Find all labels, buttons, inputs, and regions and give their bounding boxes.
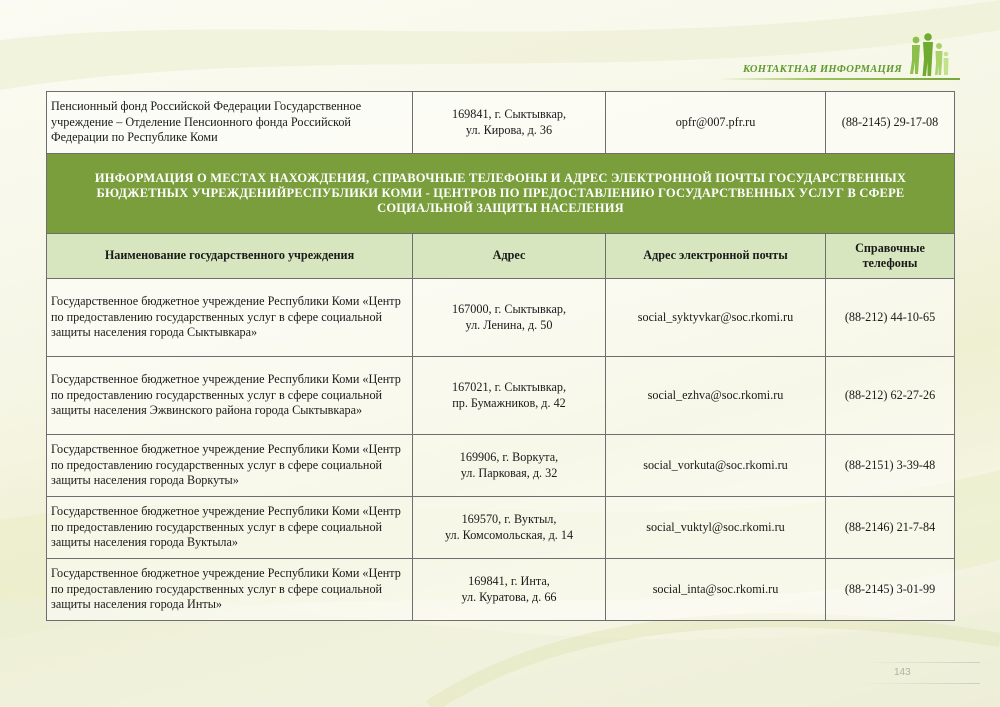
address-line: ул. Кирова, д. 36 [465,122,553,137]
page-header-title: КОНТАКТНАЯ ИНФОРМАЦИЯ [742,64,902,75]
phone-cell: (88-2151) 3-39-48 [826,435,955,497]
address-line: 167000, г. Сыктывкар, [451,302,566,316]
address-line: пр. Бумажников, д. 42 [452,395,566,410]
email-cell: social_vuktyl@soc.rkomi.ru [606,497,826,559]
contacts-table [46,91,955,621]
section-header-row [47,154,955,234]
page-number: 143 [894,667,911,678]
institution-name: Государственное бюджетное учреждение Республики Коми «Центр по предоставлению государственных услуг в сфере социальной защиты населения города Воркуты» [47,435,413,497]
column-header-phone: Справочные телефоны [826,234,955,279]
table-row [47,559,955,621]
address-line: ул. Ленина, д. 50 [465,317,553,332]
table-row [47,357,955,435]
table-row [47,435,955,497]
section-title: ИНФОРМАЦИЯ О МЕСТАХ НАХОЖДЕНИЯ, СПРАВОЧНЫЕ ТЕЛЕФОНЫ И АДРЕС ЭЛЕКТРОННОЙ ПОЧТЫ ГОСУДАРСТВЕННЫХ БЮДЖЕТНЫХ УЧРЕЖДЕНИЙРЕСПУБЛИКИ КОМИ - ЦЕНТРОВ ПО ПРЕДОСТАВЛЕНИЮ ГОСУДАРСТВЕННЫХ УСЛУГ В СФЕРЕ СОЦИАЛЬНОЙ ЗАЩИТЫ НАСЕЛЕНИЯ [47,154,955,234]
email-cell: social_ezhva@soc.rkomi.ru [606,357,826,435]
column-header-name: Наименование государственного учреждения [47,234,413,279]
address-line: 169570, г. Вуктыл, [461,512,557,526]
address-line: 169841, г. Сыктывкар, [451,107,566,121]
table-row [47,497,955,559]
email-cell: social_inta@soc.rkomi.ru [606,559,826,621]
address-cell [413,357,606,435]
address-line: ул. Парковая, д. 32 [460,465,558,480]
phone-cell: (88-212) 44-10-65 [826,279,955,357]
address-line: 169906, г. Воркута, [459,450,559,464]
institution-name: Пенсионный фонд Российской Федерации Государственное учреждение – Отделение Пенсионного фонда Российской Федерации по Республике Коми [47,92,413,154]
address-cell [413,92,606,154]
email-cell: social_syktyvkar@soc.rkomi.ru [606,279,826,357]
address-cell [413,559,606,621]
column-header-address: Адрес [413,234,606,279]
header-rule [720,78,960,80]
address-line: ул. Комсомольская, д. 14 [444,527,574,542]
table-row [47,279,955,357]
institution-name: Государственное бюджетное учреждение Республики Коми «Центр по предоставлению государственных услуг в сфере социальной защиты населения города Вуктыла» [47,497,413,559]
page-number-rule [860,662,980,663]
column-header-email: Адрес электронной почты [606,234,826,279]
address-line: 169841, г. Инта, [468,574,550,588]
email-cell: opfr@007.pfr.ru [606,92,826,154]
family-figures-icon [907,32,949,76]
address-cell [413,435,606,497]
phone-cell: (88-212) 62-27-26 [826,357,955,435]
phone-cell: (88-2145) 29-17-08 [826,92,955,154]
institution-name: Государственное бюджетное учреждение Республики Коми «Центр по предоставлению государственных услуг в сфере социальной защиты населения города Сыктывкара» [47,279,413,357]
page-number-rule [860,683,980,684]
phone-cell: (88-2146) 21-7-84 [826,497,955,559]
address-line: ул. Куратова, д. 66 [461,589,557,604]
column-header-row [47,234,955,279]
phone-cell: (88-2145) 3-01-99 [826,559,955,621]
address-line: 167021, г. Сыктывкар, [451,380,566,394]
institution-name: Государственное бюджетное учреждение Республики Коми «Центр по предоставлению государственных услуг в сфере социальной защиты населения города Инты» [47,559,413,621]
table-row-pension-fund [47,92,955,154]
email-cell: social_vorkuta@soc.rkomi.ru [606,435,826,497]
address-cell [413,279,606,357]
address-cell [413,497,606,559]
institution-name: Государственное бюджетное учреждение Республики Коми «Центр по предоставлению государственных услуг в сфере социальной защиты населения Эжвинского района города Сыктывкара» [47,357,413,435]
